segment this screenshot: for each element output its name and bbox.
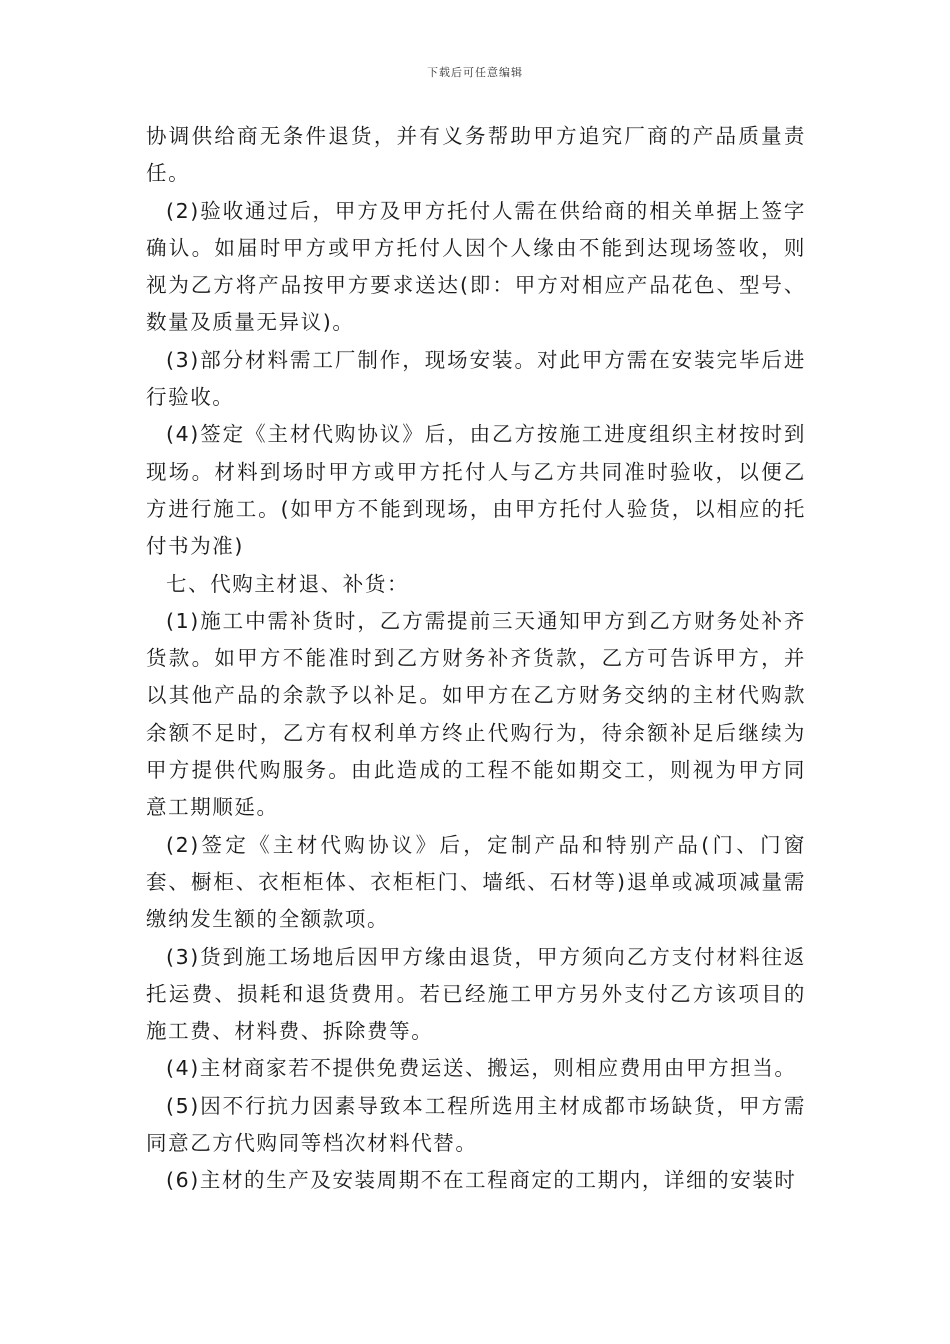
paragraph-returns-item-1: (1)施工中需补货时，乙方需提前三天通知甲方到乙方财务处补齐货款。如甲方不能准时到乙方财务补齐货款，乙方可告诉甲方，并以其他产品的余款予以补足。如甲方在乙方财务交纳的主材代购款余额不足时，乙方有权利单方终止代购行为，待余额补足后继续为甲方提供代购服务。由此造成的工程不能如期交工，则视为甲方同意工期顺延。: [146, 608, 806, 820]
paragraph-returns-item-5: (5)因不行抗力因素导致本工程所选用主材成都市场缺货，甲方需同意乙方代购同等档次材料代替。: [146, 1093, 806, 1156]
paragraph-continuation: 协调供给商无条件退货，并有义务帮助甲方追究厂商的产品质量责任。: [146, 124, 806, 186]
paragraph-item-2-acceptance: (2)验收通过后，甲方及甲方托付人需在供给商的相关单据上签字确认。如届时甲方或甲方托付人因个人缘由不能到达现场签收，则视为乙方将产品按甲方要求送达(即：甲方对相应产品花色、型号、数量及质量无异议)。: [146, 198, 806, 335]
document-body: [146, 118, 806, 1200]
paragraph-returns-item-4: (4)主材商家若不提供免费运送、搬运，则相应费用由甲方担当。: [166, 1056, 797, 1081]
paragraph-item-3-factory-made: (3)部分材料需工厂制作，现场安装。对此甲方需在安装完毕后进行验收。: [146, 347, 806, 410]
page-header-note: 下载后可任意编辑: [427, 66, 523, 79]
paragraph-returns-item-6: (6)主材的生产及安装周期不在工程商定的工期内，详细的安装时: [166, 1168, 797, 1193]
paragraph-item-4-agreement: (4)签定《主材代购协议》后，由乙方按施工进度组织主材按时到现场。材料到场时甲方或甲方托付人与乙方共同准时验收，以便乙方进行施工。(如甲方不能到现场，由甲方托付人验货，以相应的托付书为准): [146, 422, 806, 559]
section-heading-returns: 七、代购主材退、补货：: [166, 571, 410, 596]
paragraph-returns-item-2: (2)签定《主材代购协议》后，定制产品和特别产品(门、门窗套、橱柜、衣柜柜体、衣柜柜门、墙纸、石材等)退单或减项减量需缴纳发生额的全额款项。: [146, 832, 806, 932]
paragraph-returns-item-3: (3)货到施工场地后因甲方缘由退货，甲方须向乙方支付材料往返托运费、损耗和退货费用。若已经施工甲方另外支付乙方该项目的施工费、材料费、拆除费等。: [146, 944, 806, 1044]
